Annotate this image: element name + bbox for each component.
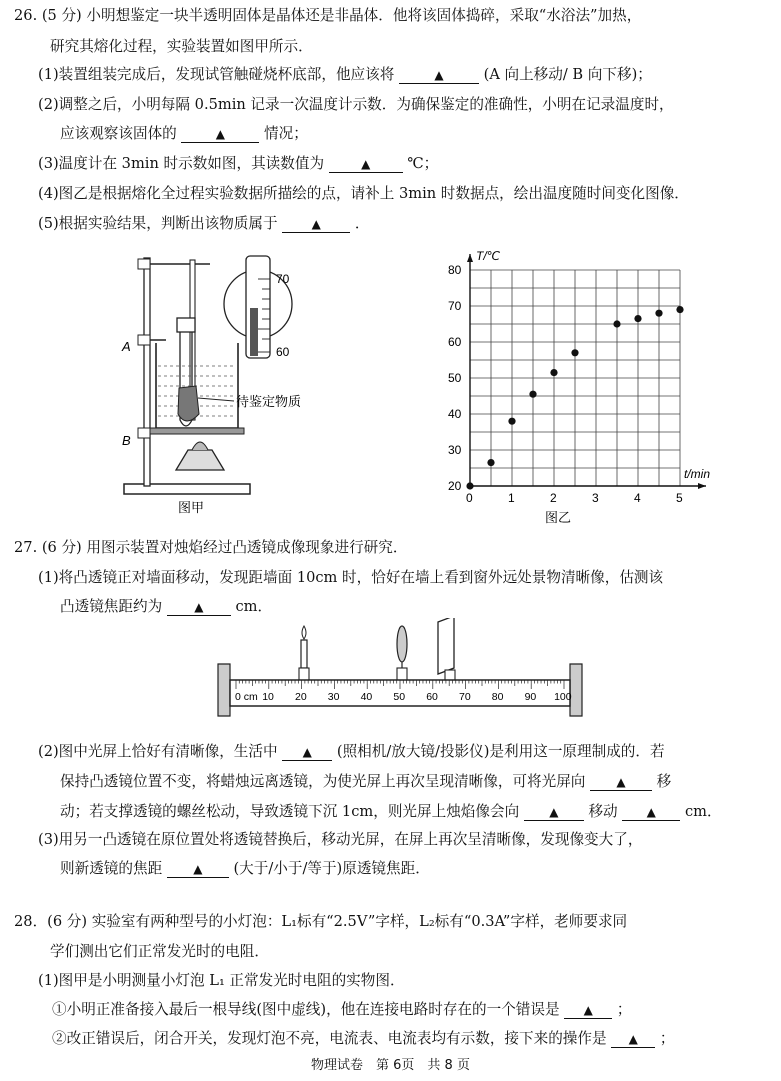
data-point	[466, 482, 473, 489]
data-point	[634, 315, 641, 322]
data-point	[655, 310, 662, 317]
label-B: B	[122, 433, 131, 448]
q27-answer-blank-4[interactable]	[524, 804, 584, 821]
figure-yi-caption: 图乙	[545, 511, 572, 526]
blank-marker: ▲	[361, 157, 371, 171]
bench-scale-label: 40	[360, 691, 373, 703]
bench-scale-label: 0 cm	[235, 691, 258, 703]
q27-answer-blank-6[interactable]	[167, 861, 229, 878]
bench-scale-label: 70	[459, 691, 471, 703]
q27-part1-line1: (1)将凸透镜正对墙面移动，发现距墙面 10cm 时，恰好在墙上看到窗外远处景物清晰像，估测该	[38, 569, 664, 586]
q28-item2	[52, 1029, 674, 1049]
q26-part2-line1: (2)调整之后，小明每隔 0.5min 记录一次温度计示数．为确保鉴定的准确性，小明在记录温度时，	[38, 96, 674, 113]
data-point	[487, 459, 494, 466]
q26-part2-line2	[60, 124, 308, 144]
bench-scale-label: 20	[295, 691, 307, 703]
chart-x-label: t/min	[684, 467, 711, 481]
q26-answer-blank-2[interactable]	[181, 126, 259, 143]
bench-scale-label: 90	[524, 691, 537, 703]
q27-part3-line2	[60, 859, 430, 879]
q28-stem-line1: 28．(6 分) 实验室有两种型号的小灯泡：L₁标有“2.5V”字样，L₂标有“0.3A”字样，老师要求同	[14, 913, 628, 930]
x-tick-label: 2	[550, 491, 557, 505]
q27-part2-line3	[60, 802, 722, 822]
q27-part2-text-e: 动；若支撑透镜的螺丝松动，导致透镜下沉 1cm，则光屏上烛焰像会向	[60, 803, 520, 820]
q27-part2-text-b: (照相机/放大镜/投影仪)是利用这一原理制成的．若	[336, 743, 665, 760]
q26-stem-line2: 研究其熔化过程，实验装置如图甲所示．	[50, 38, 313, 55]
q27-part1-unit: cm．	[235, 598, 273, 615]
stand-base	[124, 484, 250, 494]
q28-stem-line2: 学们测出它们正常发光时的电阻．	[50, 943, 269, 960]
q26-stem-line1: 26. (5 分) 小明想鉴定一块半透明固体是晶体还是非晶体．他将该固体捣碎，采取“水浴法”加热，	[14, 7, 642, 24]
q27-part2-text-f: 移动	[588, 803, 618, 820]
q28-item1	[52, 1000, 631, 1020]
q27-part2-line1	[38, 742, 665, 762]
chart-grid	[470, 270, 680, 486]
q27-part2-text-a: (2)图中光屏上恰好有清晰像，生活中	[38, 743, 278, 760]
q28-item2-text: ②改正错误后，闭合开关，发现灯泡不亮，电流表、电流表均有示数，接下来的操作是	[52, 1030, 607, 1047]
q27-part2-text-d: 移	[656, 773, 672, 790]
optical-bench-figure	[212, 618, 592, 726]
q26-part2-text: 应该观察该固体的	[60, 125, 177, 142]
q26-part1-options: (A 向上移动/ B 向下移)；	[483, 66, 652, 83]
figure-jia-apparatus	[100, 238, 400, 520]
blank-marker: ▲	[193, 862, 203, 876]
q27-part3-tail: (大于/小于/等于)原透镜焦距．	[233, 860, 430, 877]
blank-marker: ▲	[583, 1003, 593, 1017]
data-point	[571, 349, 578, 356]
q28-answer-blank-2[interactable]	[611, 1031, 655, 1048]
chart-y-label: T/℃	[476, 249, 501, 263]
thermometer-label-60: 60	[276, 345, 290, 359]
substance-label: 待鉴定物质	[236, 395, 302, 410]
q27-part2-line2	[60, 772, 671, 792]
q26-part1	[38, 65, 652, 85]
q26-part2-tail: 情况；	[264, 125, 308, 142]
bench-scale-label: 50	[393, 691, 406, 703]
q26-answer-blank-3[interactable]	[329, 156, 403, 173]
solid-substance	[178, 386, 199, 421]
y-tick-label: 20	[448, 479, 462, 493]
q27-answer-blank-2[interactable]	[282, 744, 332, 761]
q26-part1-text: (1)装置组装完成后，发现试管触碰烧杯底部，他应该将	[38, 66, 395, 83]
candle-flame	[302, 626, 306, 639]
q27-part3-line1: (3)用另一凸透镜在原位置处将透镜替换后，移动光屏，在屏上再次呈清晰像，发现像变大了，	[38, 831, 643, 848]
stand-rod	[144, 258, 150, 486]
q26-part5-tail: ．	[354, 215, 370, 232]
page-footer: 物理试卷 第 6页 共 8 页	[311, 1058, 470, 1073]
blank-marker: ▲	[434, 68, 444, 82]
q27-part1-line2	[60, 597, 272, 617]
q28-item1-tail: ；	[616, 1001, 632, 1018]
q27-part2-text-c: 保持凸透镜位置不变，将蜡烛远离透镜，为使光屏上再次呈现清晰像，可将光屏向	[60, 773, 586, 790]
thermometer-label-70: 70	[276, 272, 290, 286]
q27-part3-text: 则新透镜的焦距	[60, 860, 163, 877]
data-point	[613, 320, 620, 327]
y-tick-label: 50	[448, 371, 462, 385]
bench-scale-label: 30	[327, 691, 340, 703]
q26-part4: (4)图乙是根据熔化全过程实验数据所描绘的点，请补上 3min 时数据点，绘出温度随时间变化图像．	[38, 185, 689, 202]
q28-part1: (1)图甲是小明测量小灯泡 L₁ 正常发光时电阻的实物图．	[38, 972, 405, 989]
q28-item2-tail: ；	[659, 1030, 675, 1047]
x-tick-label: 3	[592, 491, 599, 505]
blank-marker: ▲	[616, 775, 626, 789]
q28-item1-text: ①小明正准备接入最后一根导线(图中虚线)，他在连接电路时存在的一个错误是	[52, 1001, 560, 1018]
q27-stem: 27. (6 分) 用图示装置对烛焰经过凸透镜成像现象进行研究．	[14, 539, 408, 556]
y-tick-label: 30	[448, 443, 462, 457]
data-point	[550, 369, 557, 376]
alcohol-lamp	[176, 450, 224, 470]
q27-answer-blank-1[interactable]	[167, 599, 231, 616]
x-tick-label: 1	[508, 491, 515, 505]
x-tick-label: 4	[634, 491, 641, 505]
blank-marker: ▲	[628, 1032, 638, 1046]
q26-part5-text: (5)根据实验结果，判断出该物质属于	[38, 215, 278, 232]
convex-lens	[397, 626, 407, 662]
light-screen	[438, 618, 454, 674]
figure-yi-chart	[430, 240, 720, 530]
q26-answer-blank-5[interactable]	[282, 216, 350, 233]
q27-answer-blank-3[interactable]	[590, 774, 652, 791]
data-point	[508, 418, 515, 425]
bench-scale-label: 60	[426, 691, 438, 703]
q26-part3-text: (3)温度计在 3min 时示数如图，其读数值为	[38, 155, 325, 172]
q26-part3	[38, 154, 438, 174]
q26-part5	[38, 214, 369, 234]
x-axis-arrow	[698, 483, 706, 489]
y-tick-label: 40	[448, 407, 462, 421]
data-point	[676, 306, 683, 313]
thermometer-mercury	[250, 308, 258, 356]
q26-part3-unit: ℃；	[407, 155, 439, 172]
bench-scale-label: 10	[262, 691, 274, 703]
x-tick-label: 5	[676, 491, 683, 505]
y-tick-label: 60	[448, 335, 462, 349]
q27-answer-blank-5[interactable]	[622, 804, 680, 821]
label-A: A	[122, 339, 131, 354]
chart-axes	[467, 254, 706, 489]
blank-marker: ▲	[194, 600, 204, 614]
q28-answer-blank-1[interactable]	[564, 1002, 612, 1019]
q26-answer-blank-1[interactable]	[399, 67, 479, 84]
blank-marker: ▲	[311, 217, 321, 231]
flame	[192, 442, 208, 450]
blank-marker: ▲	[646, 805, 656, 819]
candle	[301, 640, 307, 668]
gauze	[150, 428, 244, 434]
figure-jia-caption: 图甲	[178, 501, 205, 516]
bench-scale-label: 80	[491, 691, 504, 703]
data-point	[529, 391, 536, 398]
q27-part2-text-g: cm．	[684, 803, 722, 820]
y-tick-label: 70	[448, 299, 462, 313]
y-tick-label: 80	[448, 263, 462, 277]
y-axis-arrow	[467, 254, 473, 262]
q27-part1-text: 凸透镜焦距约为	[60, 598, 163, 615]
bench-scale-label: 100	[554, 691, 572, 703]
blank-marker: ▲	[549, 805, 559, 819]
x-tick-label: 0	[466, 491, 473, 505]
blank-marker: ▲	[302, 745, 312, 759]
blank-marker: ▲	[215, 127, 226, 141]
